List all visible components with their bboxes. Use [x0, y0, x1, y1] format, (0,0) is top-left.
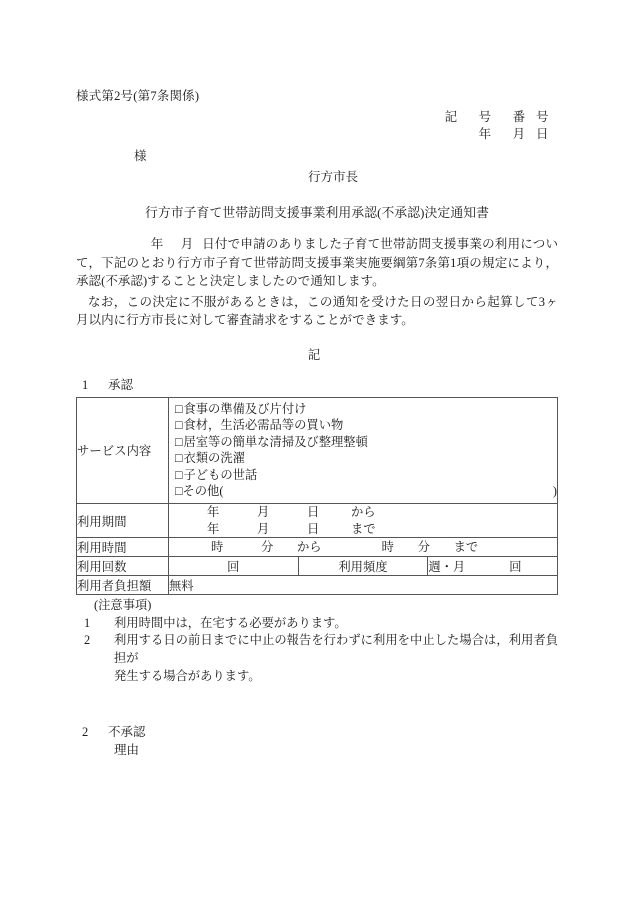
usage-period-label: 利用期間 [77, 504, 169, 538]
service-item-label: 食材，生活必需品等の買い物 [183, 418, 344, 433]
service-checkbox-item-5[interactable] [175, 467, 557, 484]
note-text: 利用時間中は，在宅する必要があります。 [114, 615, 347, 630]
service-item-label: 居室等の簡単な清掃及び整理整頓 [183, 434, 368, 449]
period-end-suffix: まで [351, 521, 376, 536]
reference-label-ki: 記 [444, 110, 458, 124]
period-end-month: 月 [257, 521, 270, 536]
period-end-year: 年 [207, 521, 220, 536]
usage-period-value [169, 504, 558, 538]
usage-time-label: 利用時間 [77, 538, 169, 557]
usage-frequency-value[interactable] [428, 557, 558, 576]
service-checkbox-item-other[interactable] [175, 483, 557, 500]
service-other-label: その他( [182, 484, 224, 499]
time-to-label: まで [453, 539, 479, 554]
service-item-label: 食事の準備及び片付け [183, 401, 307, 416]
table-row-usage-time [77, 538, 558, 557]
time-from-label: から [297, 539, 322, 554]
checkbox-icon[interactable]: □ [175, 418, 183, 433]
reference-label-ban: 番 [512, 110, 526, 124]
service-checkbox-item-3[interactable] [175, 434, 557, 451]
note-text [114, 632, 558, 685]
section-1-heading [76, 377, 558, 394]
time-start-hour: 時 [211, 539, 224, 554]
service-checkbox-item-4[interactable] [175, 450, 557, 467]
date-label-month: 月 [512, 127, 526, 141]
service-other-close-paren: ) [552, 484, 557, 499]
checkbox-icon[interactable]: □ [175, 434, 183, 449]
date-label-day: 日 [536, 127, 549, 141]
service-checkbox-list [169, 398, 557, 504]
user-fee-label: 利用者負担額 [77, 576, 169, 595]
service-content-value [169, 397, 558, 504]
reference-label-gou: 号 [478, 110, 492, 124]
usage-count-value[interactable]: 回 [169, 557, 299, 576]
note-text-line-2: 発生する場合があります。 [114, 668, 261, 683]
section-2-reason-label: 理由 [114, 743, 140, 758]
usage-count-label: 利用回数 [77, 557, 169, 576]
usage-period-end-line[interactable] [169, 521, 557, 538]
section-2-number: 2 [82, 725, 89, 740]
note-item [82, 632, 558, 685]
usage-time-value[interactable] [169, 538, 558, 557]
table-row-usage-period [77, 504, 558, 538]
service-checkbox-item-1[interactable] [175, 401, 557, 418]
body-paragraph-1-text: 日付で申請のありました子育て世帯訪問支援事業の利用について，下記のとおり行方市子育て世帯訪問支援事業実施要綱第7条第1項の規定により，承認(不承認)することと決定しましたので通知します。 [76, 237, 558, 288]
section-2-title-line [82, 723, 558, 741]
time-end-minute: 分 [417, 539, 430, 554]
date-label-year: 年 [478, 127, 492, 141]
section-1-number: 1 [82, 377, 89, 392]
issuer-line: 行方市長 [308, 170, 359, 184]
body-paragraph-1 [76, 235, 558, 291]
service-checkbox-item-2[interactable] [175, 417, 557, 434]
document-date-line [76, 126, 558, 143]
body-paragraph-2: なお，この決定に不服があるときは，この通知を受けた日の翌日から起算して3ヶ月以内に行方市長に対して審査請求をすることができます。 [76, 294, 558, 327]
reference-label-gou2: 号 [536, 110, 549, 124]
ki-heading: 記 [307, 347, 321, 362]
checkbox-icon[interactable]: □ [175, 484, 183, 499]
document-content [76, 88, 558, 759]
service-item-label: 衣類の洗濯 [183, 451, 245, 466]
user-fee-value: 無料 [169, 576, 558, 595]
application-year-label: 年 [150, 237, 164, 251]
table-row-user-fee [77, 576, 558, 595]
checkbox-icon[interactable]: □ [175, 401, 183, 416]
note-number: 1 [84, 615, 91, 630]
frequency-count-unit: 回 [509, 560, 522, 575]
usage-time-line [169, 539, 557, 556]
checkbox-icon[interactable]: □ [175, 467, 183, 482]
approval-details-table [76, 397, 558, 596]
document-title: 行方市子育て世帯訪問支援事業利用承認(不承認)決定通知書 [144, 206, 490, 220]
period-start-year: 年 [207, 505, 220, 520]
time-start-minute: 分 [261, 539, 274, 554]
form-number: 様式第2号(第7条関係) [76, 89, 200, 103]
table-row-service-content [77, 397, 558, 504]
note-text-line-1: 利用する日の前日までに中止の報告を行わずに利用を中止した場合は，利用者負担が [114, 633, 558, 666]
usage-frequency-label: 利用頻度 [298, 557, 428, 576]
period-start-month: 月 [257, 505, 270, 520]
addressee-line: 様 [134, 149, 147, 163]
service-content-label: サービス内容 [77, 397, 169, 504]
note-number: 2 [84, 633, 91, 648]
service-other-left [175, 483, 223, 500]
notes-title: (注意事項) [94, 598, 152, 613]
service-item-label: 子どもの世話 [183, 467, 258, 482]
application-month-label: 月 [180, 237, 194, 251]
section-2-heading [76, 723, 558, 759]
table-row-usage-count [77, 557, 558, 576]
note-item [82, 615, 558, 633]
section-1-label: 承認 [108, 377, 134, 392]
time-end-hour: 時 [381, 539, 394, 554]
notes-section [76, 597, 558, 685]
period-start-day: 日 [307, 505, 320, 520]
usage-period-start-line[interactable] [169, 504, 557, 521]
frequency-unit-label: 週・月 [428, 560, 466, 575]
section-2-label: 不承認 [108, 725, 146, 740]
document-meta-block [76, 109, 558, 143]
checkbox-icon[interactable]: □ [175, 451, 183, 466]
period-end-day: 日 [307, 521, 320, 536]
reference-number-line [76, 109, 558, 126]
period-start-suffix: から [351, 505, 376, 520]
